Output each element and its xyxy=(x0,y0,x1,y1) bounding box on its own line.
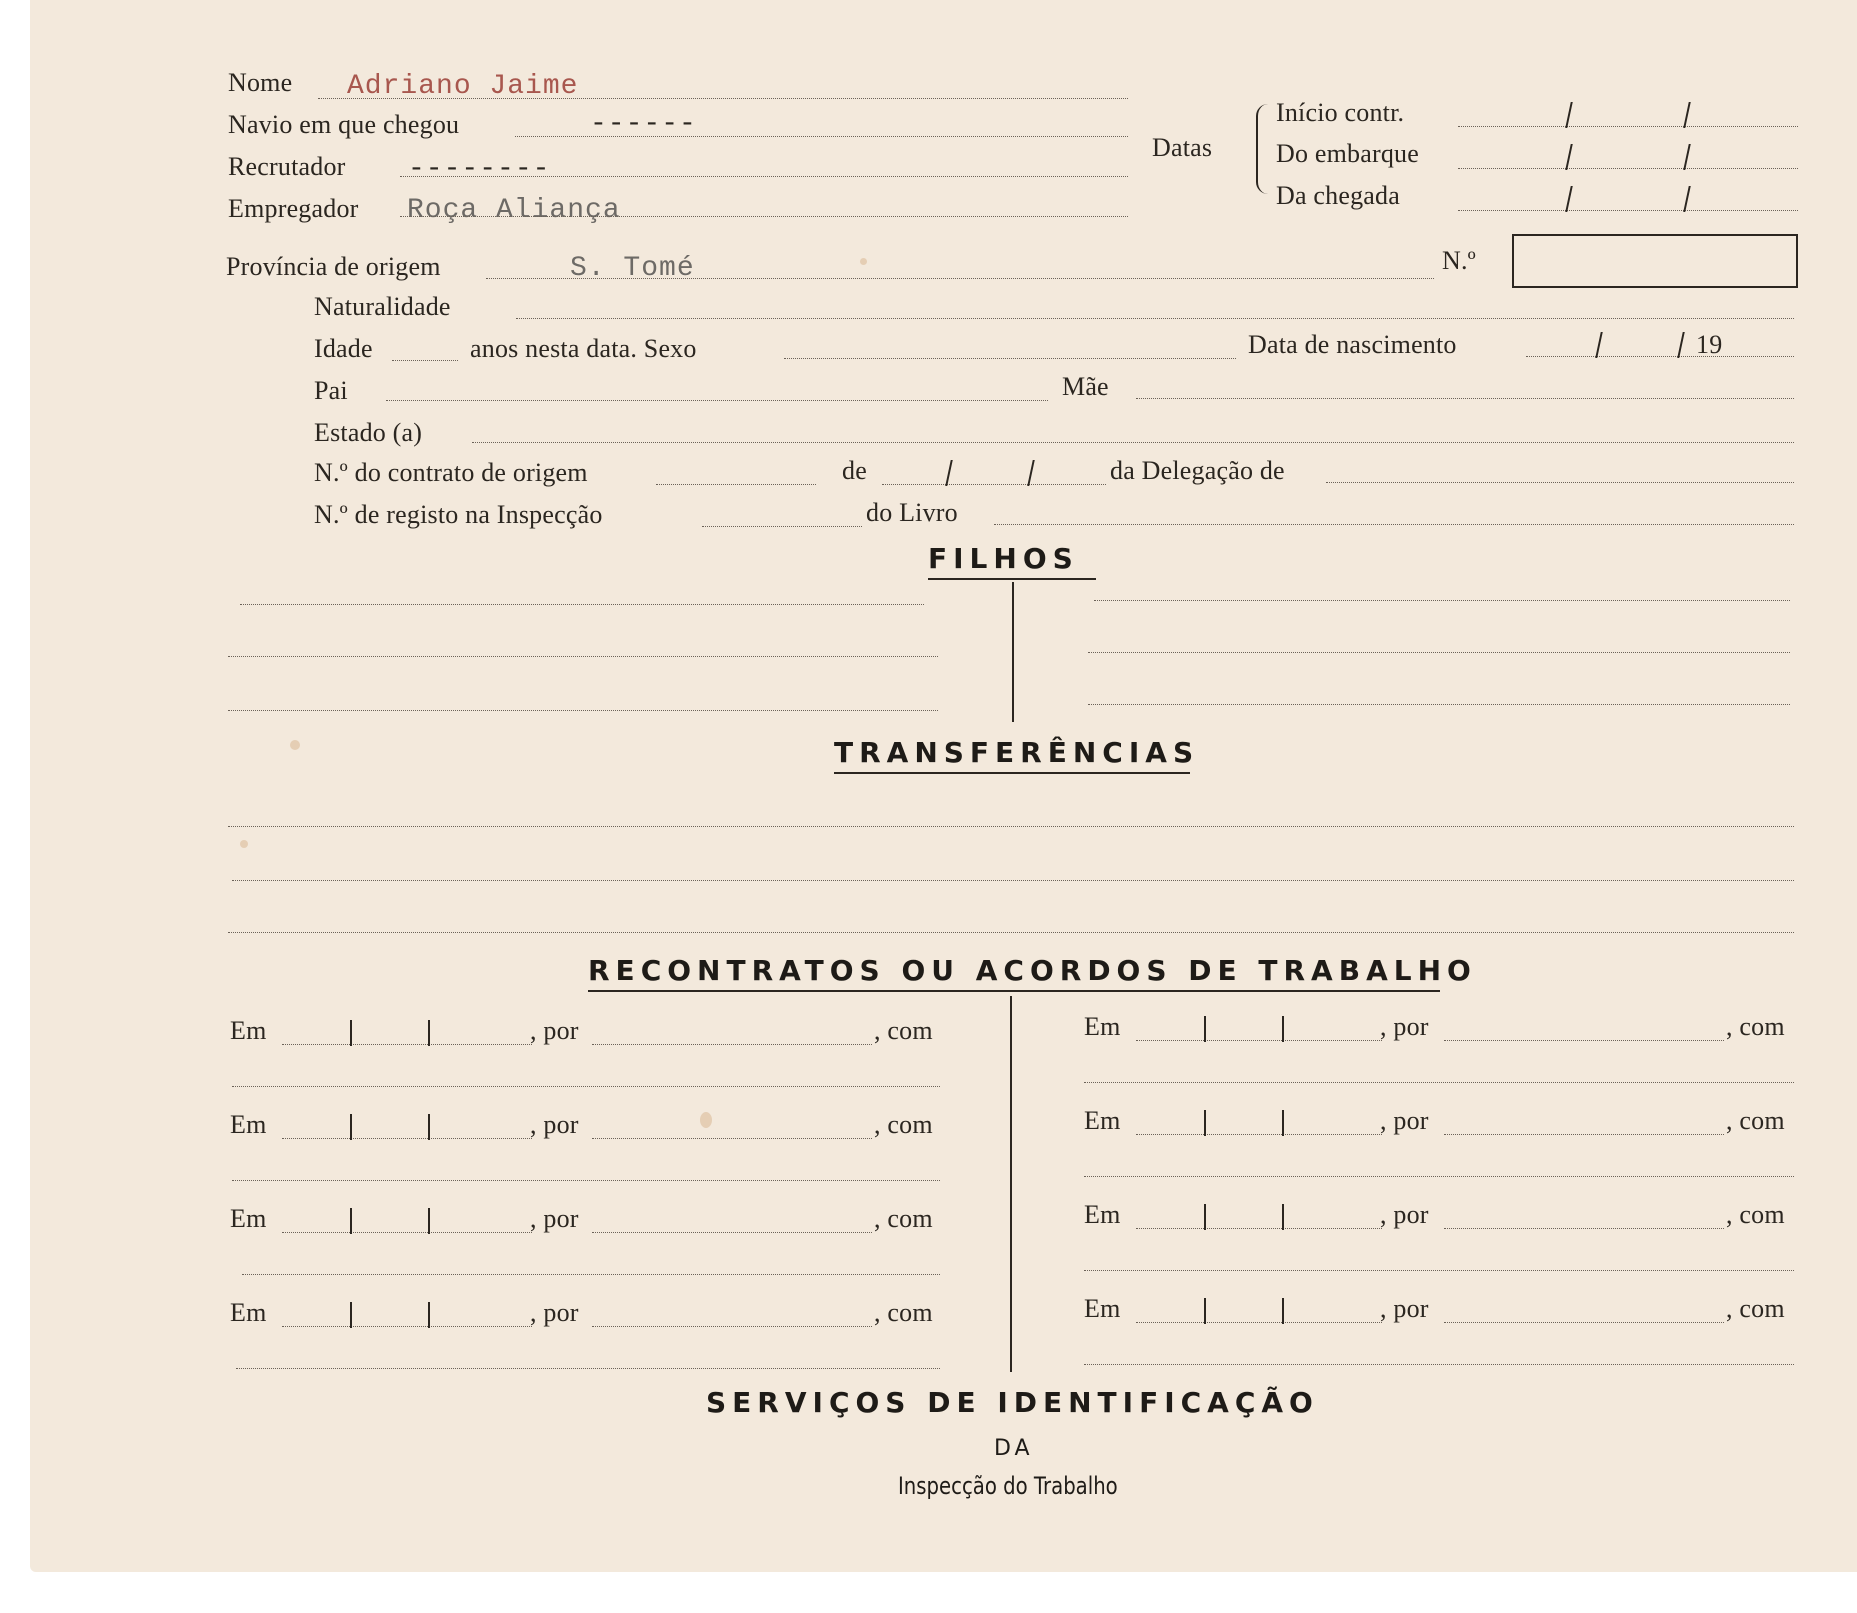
transferencias-line-2 xyxy=(232,880,1794,881)
com-line xyxy=(1084,1270,1794,1271)
nascimento-line xyxy=(1526,356,1794,357)
por-line xyxy=(1444,1228,1724,1229)
provincia-line xyxy=(486,278,1434,279)
transferencias-line-1 xyxy=(228,826,1794,827)
inicio-line xyxy=(1458,126,1798,127)
em-label: Em xyxy=(1084,1012,1121,1041)
sexo-line xyxy=(784,358,1236,359)
estado-label: Estado (a) xyxy=(314,418,423,447)
date-separator xyxy=(1204,1016,1206,1042)
inicio-label: Início contr. xyxy=(1276,98,1405,127)
por-line xyxy=(1444,1134,1724,1135)
empregador-value[interactable]: Roça Aliança xyxy=(407,195,621,226)
date-separator xyxy=(350,1208,352,1234)
em-date-line xyxy=(1136,1322,1382,1323)
livro-line xyxy=(994,524,1794,525)
em-label: Em xyxy=(1084,1294,1121,1323)
com-label: , com xyxy=(874,1298,933,1327)
recrutador-line xyxy=(400,176,1128,177)
em-label: Em xyxy=(1084,1200,1121,1229)
nome-line xyxy=(318,98,1128,99)
provincia-value[interactable]: S. Tomé xyxy=(570,253,695,284)
por-line xyxy=(592,1232,872,1233)
embarque-line xyxy=(1458,168,1798,169)
mae-line xyxy=(1136,398,1794,399)
mae-label: Mãe xyxy=(1062,372,1109,401)
registo-label: N.º de registo na Inspecção xyxy=(314,500,603,529)
numero-label: N.º xyxy=(1442,246,1476,275)
navio-value[interactable]: ------ xyxy=(590,109,697,140)
por-label: , por xyxy=(530,1016,579,1045)
livro-label: do Livro xyxy=(866,498,958,527)
datas-label: Datas xyxy=(1152,133,1213,162)
empregador-label: Empregador xyxy=(228,194,359,223)
date-separator xyxy=(1204,1110,1206,1136)
date-separator xyxy=(428,1114,430,1140)
date-separator xyxy=(350,1302,352,1328)
recrutador-value[interactable]: -------- xyxy=(408,154,551,185)
por-label: , por xyxy=(1380,1106,1429,1135)
contrato-date-line xyxy=(882,484,1106,485)
naturalidade-label: Naturalidade xyxy=(314,292,451,321)
idade-label: Idade xyxy=(314,334,373,363)
filhos-right-line-3 xyxy=(1088,704,1790,705)
stain xyxy=(860,258,867,265)
por-label: , por xyxy=(530,1298,579,1327)
stain xyxy=(290,740,300,750)
em-date-line xyxy=(1136,1228,1382,1229)
com-line xyxy=(236,1368,940,1369)
nome-value[interactable]: Adriano Jaime xyxy=(347,71,579,102)
datas-brace xyxy=(1256,104,1268,194)
filhos-heading: FILHOS xyxy=(928,542,1079,575)
em-label: Em xyxy=(230,1016,267,1045)
com-line xyxy=(242,1274,940,1275)
com-label: , com xyxy=(874,1204,933,1233)
por-line xyxy=(592,1138,872,1139)
em-date-line xyxy=(282,1232,532,1233)
nascimento-year: 19 xyxy=(1696,330,1723,359)
contrato-label: N.º do contrato de origem xyxy=(314,458,588,487)
naturalidade-line xyxy=(516,318,1794,319)
por-label: , por xyxy=(1380,1200,1429,1229)
transferencias-line-3 xyxy=(228,932,1794,933)
com-label: , com xyxy=(874,1110,933,1139)
filhos-right-line-1 xyxy=(1094,600,1790,601)
date-separator xyxy=(1282,1110,1284,1136)
em-label: Em xyxy=(230,1110,267,1139)
em-date-line xyxy=(1136,1134,1382,1135)
idade-line xyxy=(392,360,458,361)
provincia-label: Província de origem xyxy=(226,252,441,281)
contrato-line xyxy=(656,484,816,485)
recontratos-divider xyxy=(1010,996,1012,1372)
registo-line xyxy=(702,526,862,527)
com-line xyxy=(1084,1176,1794,1177)
por-label: , por xyxy=(1380,1294,1429,1323)
filhos-left-line-3 xyxy=(228,710,938,711)
nome-label: Nome xyxy=(228,68,293,97)
date-separator xyxy=(1282,1298,1284,1324)
em-label: Em xyxy=(230,1298,267,1327)
numero-box[interactable] xyxy=(1512,234,1798,288)
navio-label: Navio em que chegou xyxy=(228,110,460,139)
por-line xyxy=(592,1326,872,1327)
por-label: , por xyxy=(530,1204,579,1233)
date-separator xyxy=(428,1302,430,1328)
date-separator xyxy=(1204,1298,1206,1324)
delegacao-label: da Delegação de xyxy=(1110,456,1285,485)
com-label: , com xyxy=(1726,1200,1785,1229)
empregador-line xyxy=(400,216,1128,217)
com-line xyxy=(232,1086,940,1087)
recrutador-label: Recrutador xyxy=(228,152,346,181)
em-date-line xyxy=(282,1138,532,1139)
por-label: , por xyxy=(1380,1012,1429,1041)
date-separator xyxy=(350,1114,352,1140)
date-separator xyxy=(1282,1016,1284,1042)
date-separator xyxy=(1282,1204,1284,1230)
anos-label: anos nesta data. Sexo xyxy=(470,334,697,363)
em-label: Em xyxy=(1084,1106,1121,1135)
pai-label: Pai xyxy=(314,376,348,405)
com-label: , com xyxy=(874,1016,933,1045)
contrato-de-label: de xyxy=(842,456,867,485)
date-separator xyxy=(350,1020,352,1046)
recontratos-underline xyxy=(588,990,1440,992)
date-separator xyxy=(1204,1204,1206,1230)
em-label: Em xyxy=(230,1204,267,1233)
transferencias-underline xyxy=(834,772,1190,774)
date-separator xyxy=(428,1020,430,1046)
filhos-left-line-2 xyxy=(228,656,938,657)
transferencias-heading: TRANSFERÊNCIAS xyxy=(834,736,1200,769)
footer-da: DA xyxy=(994,1436,1034,1461)
estado-line xyxy=(472,442,1794,443)
em-date-line xyxy=(282,1044,532,1045)
filhos-underline xyxy=(928,578,1096,580)
filhos-divider xyxy=(1012,582,1014,722)
embarque-label: Do embarque xyxy=(1276,139,1419,168)
em-date-line xyxy=(1136,1040,1382,1041)
por-line xyxy=(1444,1040,1724,1041)
stain xyxy=(700,1112,712,1128)
date-separator xyxy=(428,1208,430,1234)
pai-line xyxy=(386,400,1048,401)
por-label: , por xyxy=(530,1110,579,1139)
delegacao-line xyxy=(1326,482,1794,483)
por-line xyxy=(592,1044,872,1045)
chegada-label: Da chegada xyxy=(1276,181,1400,210)
com-label: , com xyxy=(1726,1106,1785,1135)
footer-title: SERVIÇOS DE IDENTIFICAÇÃO xyxy=(706,1386,1319,1419)
stain xyxy=(240,840,248,848)
filhos-left-line-1 xyxy=(240,604,924,605)
navio-line xyxy=(515,136,1128,137)
filhos-right-line-2 xyxy=(1088,652,1790,653)
com-label: , com xyxy=(1726,1012,1785,1041)
nascimento-label: Data de nascimento xyxy=(1248,330,1457,359)
em-date-line xyxy=(282,1326,532,1327)
recontratos-heading: RECONTRATOS OU ACORDOS DE TRABALHO xyxy=(588,954,1477,987)
chegada-line xyxy=(1458,210,1798,211)
por-line xyxy=(1444,1322,1724,1323)
com-line xyxy=(1084,1364,1794,1365)
footer-inspeccao: Inspecção do Trabalho xyxy=(898,1472,1118,1500)
com-line xyxy=(1084,1082,1794,1083)
com-label: , com xyxy=(1726,1294,1785,1323)
com-line xyxy=(232,1180,940,1181)
